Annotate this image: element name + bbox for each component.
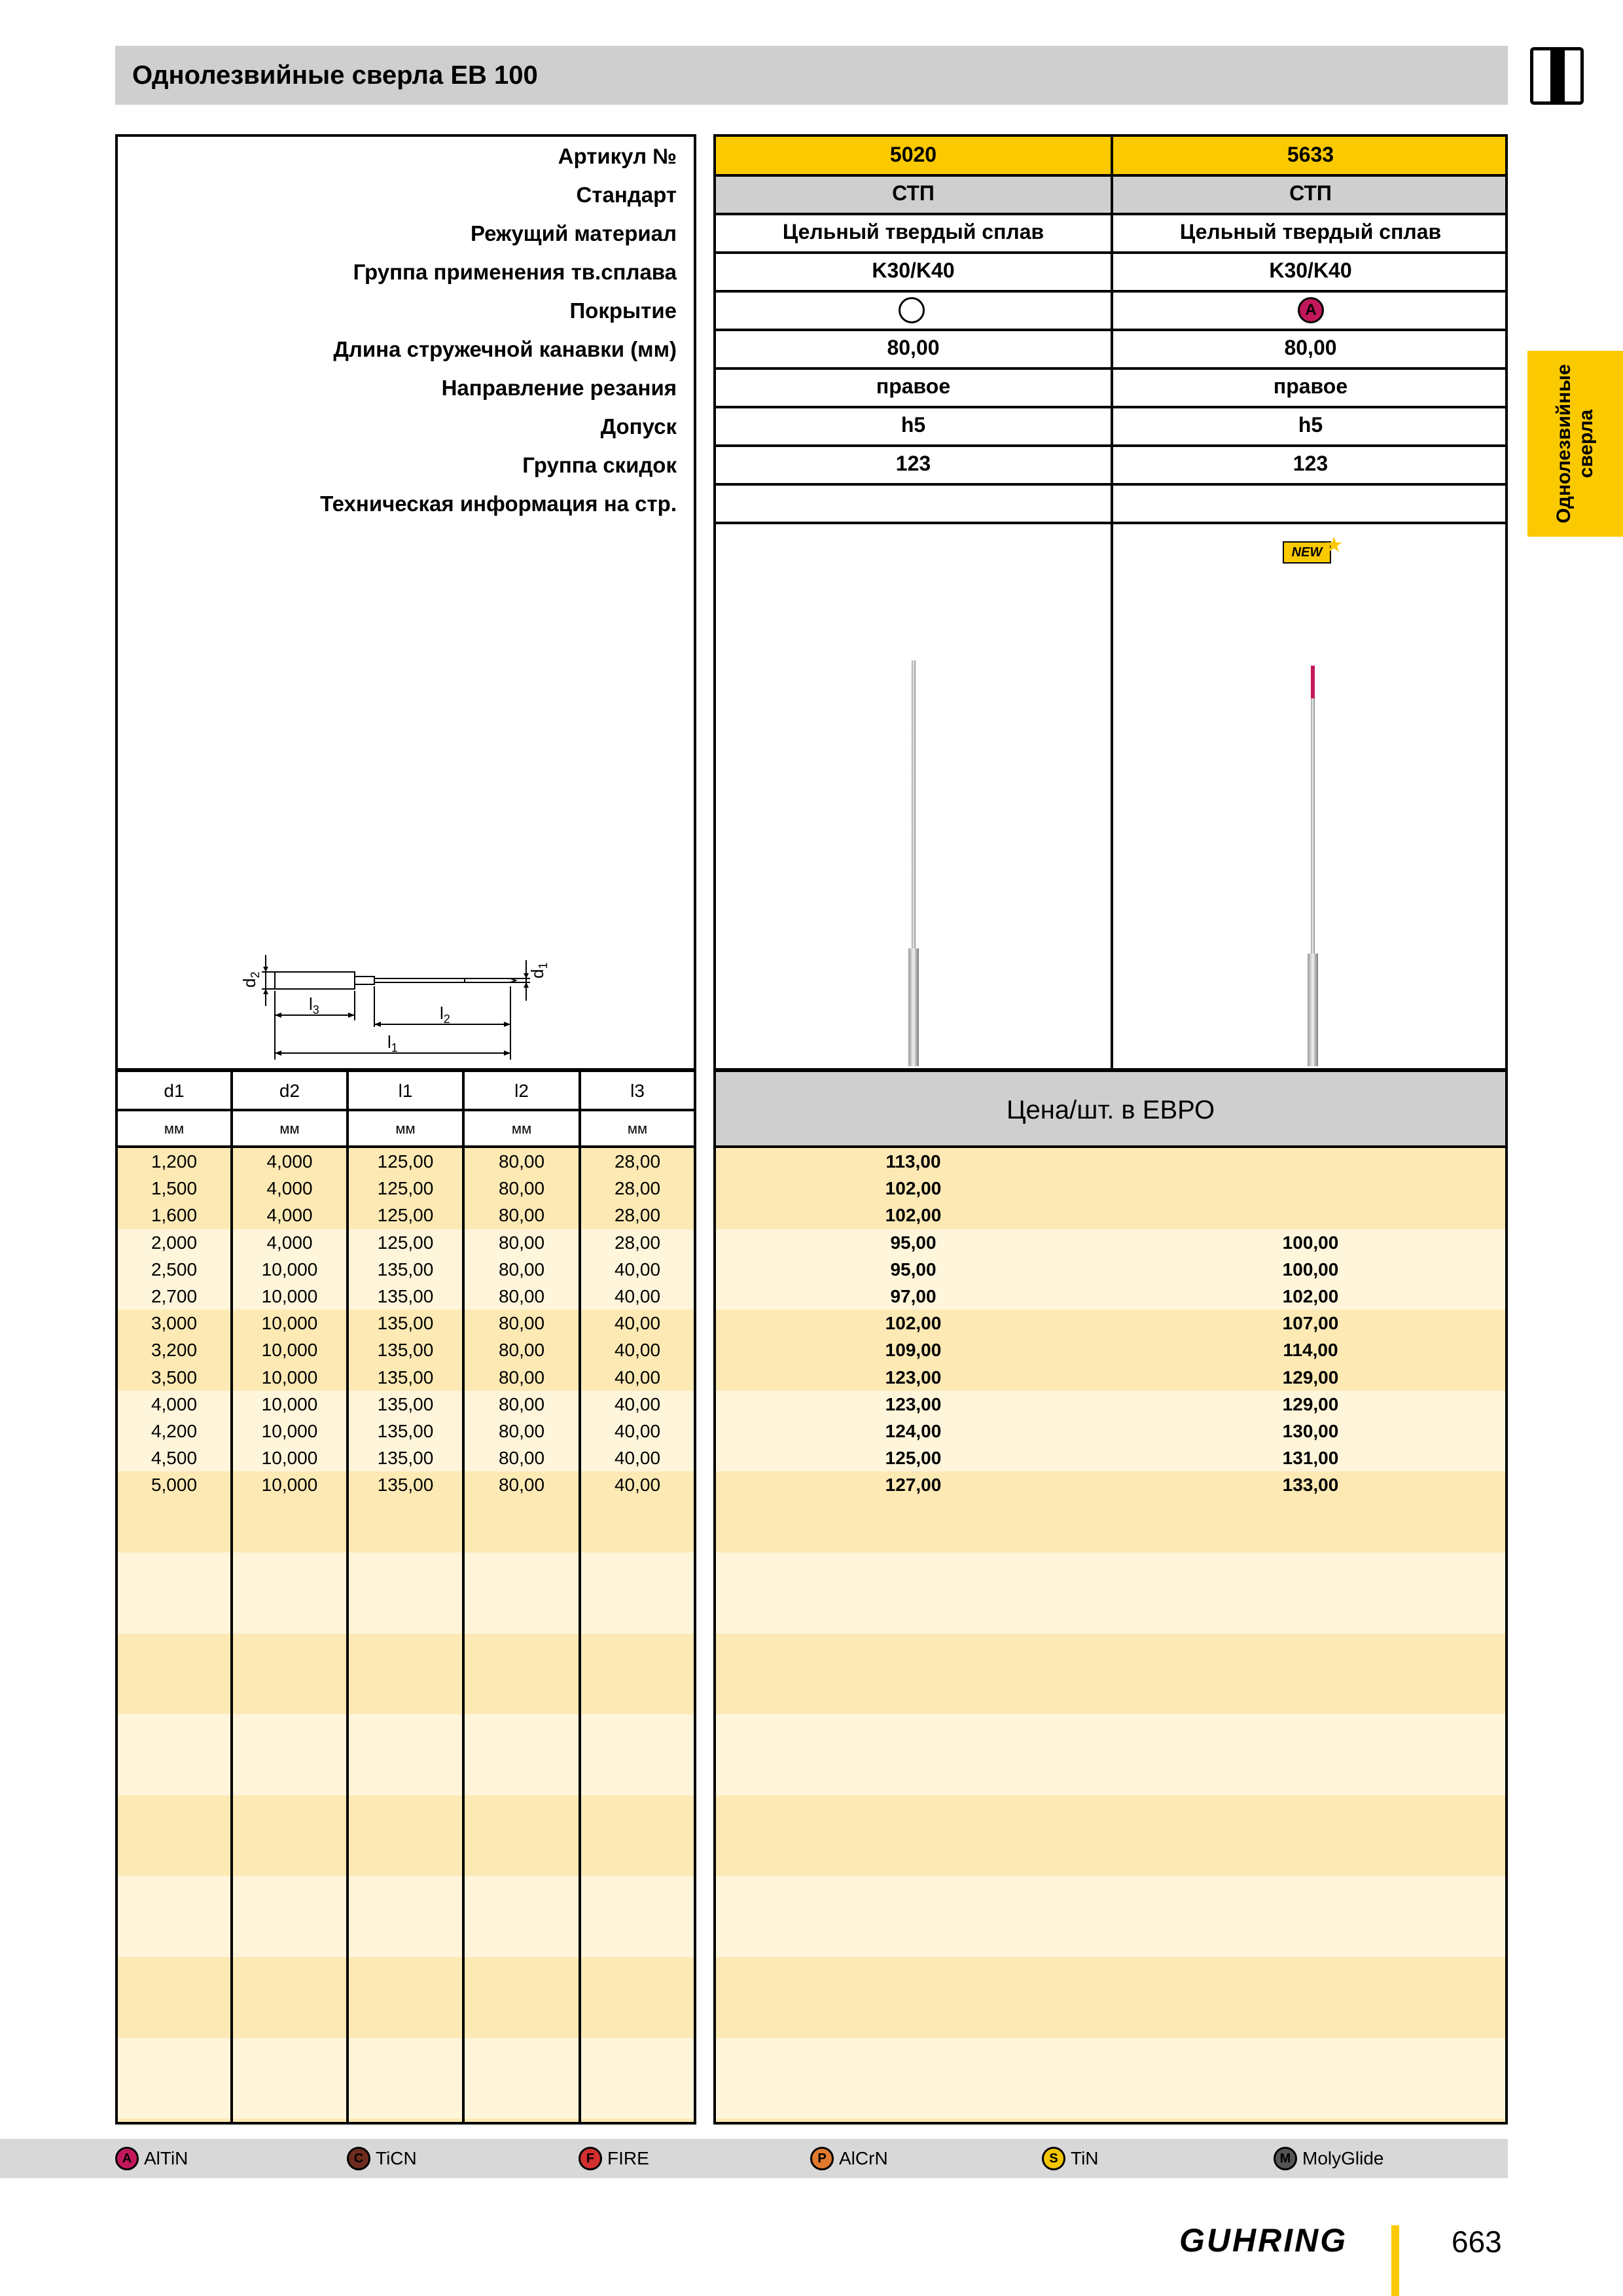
row-band	[716, 1634, 1505, 1715]
price-cell-5020: 127,00	[885, 1475, 942, 1496]
cell-l1: 135,00	[377, 1367, 434, 1388]
cell-l1: 135,00	[377, 1259, 434, 1280]
product-1-discount: 123	[895, 452, 931, 475]
row-band	[118, 1957, 694, 2038]
price-cell-5020: 102,00	[885, 1313, 942, 1334]
cell-d2: 4,000	[266, 1151, 313, 1172]
product-2-tolerance: h5	[1298, 413, 1323, 437]
price-cell-5633: 114,00	[1283, 1340, 1338, 1361]
cell-d2: 10,000	[261, 1286, 318, 1306]
cell-l3: 40,00	[614, 1259, 661, 1280]
label-d2: d	[240, 978, 259, 988]
cell-l2: 80,00	[498, 1475, 545, 1496]
cell-d2: 10,000	[261, 1421, 318, 1441]
cell-l1: 125,00	[377, 1151, 434, 1172]
cell-l3: 40,00	[614, 1448, 661, 1469]
row-band	[716, 2119, 1505, 2122]
cell-l2: 80,00	[498, 1367, 545, 1388]
cell-l1: 135,00	[377, 1448, 434, 1469]
cell-l2: 80,00	[498, 1178, 545, 1199]
coating-fire-icon: F	[579, 2147, 602, 2170]
book-icon	[1530, 47, 1584, 105]
header-d2: d2	[279, 1081, 300, 1101]
row-band	[716, 1957, 1505, 2038]
legend-item-altin	[115, 2145, 188, 2172]
coating-ticn-icon: C	[347, 2147, 370, 2170]
label-l3: l	[309, 994, 313, 1014]
row-band	[716, 2038, 1505, 2119]
cell-d1: 4,000	[151, 1393, 198, 1414]
cell-d2: 10,000	[261, 1340, 318, 1361]
price-cell-5020: 109,00	[885, 1340, 942, 1361]
product-2-material: Цельный твердый сплав	[1179, 220, 1442, 243]
legend-label: AlCrN	[839, 2148, 888, 2168]
cell-l1: 125,00	[377, 1178, 434, 1199]
product-2-standard: СТП	[1289, 181, 1332, 205]
cell-d2: 4,000	[266, 1205, 313, 1226]
legend-item-fire	[579, 2145, 649, 2172]
cell-l3: 40,00	[614, 1421, 661, 1441]
cell-l3: 40,00	[614, 1367, 661, 1388]
price-cell-5633: 107,00	[1282, 1313, 1339, 1334]
header-l1: l1	[398, 1081, 413, 1101]
cell-l2: 80,00	[498, 1313, 545, 1334]
coating-legend	[0, 2139, 1508, 2178]
header-d1: d1	[164, 1081, 185, 1101]
page-title: Однолезвийные сверла EB 100	[132, 61, 538, 90]
cell-l3: 28,00	[614, 1232, 661, 1253]
new-badge: NEW	[1283, 541, 1331, 564]
legend-label: AlTiN	[144, 2148, 188, 2168]
label-tech-info: Техническая информация на стр.	[320, 492, 677, 516]
price-cell-5020: 95,00	[890, 1232, 936, 1253]
cell-l2: 80,00	[498, 1340, 545, 1361]
cell-d1: 3,000	[151, 1313, 198, 1334]
cell-l2: 80,00	[498, 1259, 545, 1280]
label-l2: l	[440, 1003, 444, 1023]
cell-l1: 125,00	[377, 1232, 434, 1253]
unit-d2: мм	[279, 1121, 300, 1137]
label-direction: Направление резания	[441, 376, 677, 400]
cell-d2: 10,000	[261, 1393, 318, 1414]
row-band	[716, 1795, 1505, 1876]
price-cell-5633: 133,00	[1282, 1475, 1339, 1496]
label-material: Режущий материал	[470, 221, 677, 245]
cell-d1: 1,600	[151, 1205, 198, 1226]
coating-molyglide-icon: M	[1274, 2147, 1297, 2170]
row-band	[118, 2038, 694, 2119]
price-cell-5633: 100,00	[1282, 1259, 1339, 1280]
price-cell-5020: 97,00	[890, 1286, 936, 1306]
svg-text:l3: $l_3$	[309, 994, 319, 1016]
price-cell-5020: 102,00	[885, 1205, 942, 1226]
cell-d1: 1,200	[151, 1151, 198, 1172]
price-cell-5020: 123,00	[885, 1367, 942, 1388]
cell-d1: 3,500	[151, 1367, 198, 1388]
cell-l2: 80,00	[498, 1151, 545, 1172]
legend-label: FIRE	[607, 2148, 649, 2168]
brand-logo: GUHRING	[1179, 2222, 1348, 2259]
price-header: Цена/шт. в ЕВРО	[716, 1072, 1505, 1148]
product-1-direction: правое	[876, 374, 951, 398]
cell-l1: 135,00	[377, 1313, 434, 1334]
row-band	[716, 1714, 1505, 1795]
unit-d1: мм	[164, 1121, 185, 1137]
price-cell-5633: 100,00	[1282, 1232, 1339, 1253]
product-2-discount: 123	[1293, 452, 1329, 475]
cell-l3: 28,00	[614, 1151, 661, 1172]
unit-l2: мм	[511, 1121, 532, 1137]
label-grade: Группа применения тв.сплава	[353, 260, 677, 284]
row-band	[118, 2119, 694, 2122]
cell-l3: 28,00	[614, 1205, 661, 1226]
cell-l1: 135,00	[377, 1475, 434, 1496]
row-band	[716, 1876, 1505, 1957]
price-cell-5020: 102,00	[885, 1178, 942, 1199]
dimensions-table	[115, 1069, 696, 2125]
unit-l3: мм	[627, 1121, 648, 1137]
legend-item-molyglide	[1274, 2145, 1383, 2172]
price-cell-5020: 124,00	[885, 1421, 942, 1441]
price-cell-5633: 102,00	[1282, 1286, 1339, 1306]
cell-d2: 10,000	[261, 1475, 318, 1496]
svg-text:l2: $l_2$	[440, 1003, 450, 1026]
cell-d1: 3,200	[151, 1340, 198, 1361]
side-tab[interactable]	[1527, 351, 1623, 537]
row-band	[118, 1714, 694, 1795]
cell-l2: 80,00	[498, 1286, 545, 1306]
coating-tin-icon: S	[1042, 2147, 1065, 2170]
label-coating: Покрытие	[569, 298, 677, 323]
cell-d2: 4,000	[266, 1232, 313, 1253]
coating-alcrn-icon: P	[810, 2147, 834, 2170]
row-band	[118, 1876, 694, 1957]
price-table	[713, 1069, 1508, 2125]
cell-l3: 40,00	[614, 1340, 661, 1361]
header-l2: l2	[514, 1081, 529, 1101]
product-1-grade: K30/K40	[872, 259, 955, 282]
legend-label: MolyGlide	[1302, 2148, 1384, 2168]
cell-l2: 80,00	[498, 1232, 545, 1253]
price-cell-5020: 95,00	[890, 1259, 936, 1280]
coating-altin-icon: A	[115, 2147, 139, 2170]
drill-dimension-diagram	[203, 929, 648, 1060]
product-1-tolerance: h5	[901, 413, 926, 437]
row-band	[118, 1634, 694, 1715]
label-flute-length: Длина стружечной канавки (мм)	[333, 337, 677, 361]
legend-item-ticn	[347, 2145, 417, 2172]
price-cell-5633: 131,00	[1282, 1448, 1339, 1469]
spec-labels-panel	[115, 134, 696, 1071]
cell-d2: 4,000	[266, 1178, 313, 1199]
cell-l2: 80,00	[498, 1393, 545, 1414]
price-cell-5020: 113,00	[885, 1151, 941, 1172]
price-cell-5633: 129,00	[1282, 1367, 1339, 1388]
legend-item-tin	[1042, 2145, 1099, 2172]
cell-d1: 2,000	[151, 1232, 198, 1253]
product-1-material: Цельный твердый сплав	[782, 220, 1044, 243]
cell-l3: 40,00	[614, 1286, 661, 1306]
unit-l1: мм	[395, 1121, 416, 1137]
footer-separator	[1391, 2225, 1399, 2296]
row-band	[118, 1795, 694, 1876]
product-1-article: 5020	[889, 143, 937, 166]
cell-d2: 10,000	[261, 1313, 318, 1334]
label-d1: d	[527, 969, 547, 978]
page-number: 663	[1452, 2225, 1502, 2259]
label-article: Артикул №	[558, 144, 677, 168]
cell-d1: 5,000	[151, 1475, 198, 1496]
price-cell-5633: 130,00	[1282, 1421, 1339, 1441]
label-discount: Группа скидок	[522, 453, 677, 477]
product-2-flute-length: 80,00	[1284, 336, 1337, 359]
cell-l3: 40,00	[614, 1313, 661, 1334]
svg-text:l1: $l_1$	[387, 1032, 398, 1054]
cell-d1: 4,200	[151, 1421, 198, 1441]
price-cell-5020: 123,00	[885, 1393, 942, 1414]
cell-l1: 135,00	[377, 1421, 434, 1441]
cell-l1: 135,00	[377, 1286, 434, 1306]
drill-image-5020	[906, 660, 921, 1066]
price-cell-5633: 129,00	[1282, 1393, 1339, 1414]
product-2-direction: правое	[1273, 374, 1348, 398]
cell-l2: 80,00	[498, 1205, 545, 1226]
drill-image-5633	[1305, 666, 1321, 1066]
cell-l1: 135,00	[377, 1340, 434, 1361]
cell-l1: 135,00	[377, 1393, 434, 1414]
cell-d2: 10,000	[261, 1448, 318, 1469]
header-l3: l3	[630, 1081, 645, 1101]
cell-l1: 125,00	[377, 1205, 434, 1226]
side-tab-label: Однолезвийные сверла	[1553, 364, 1597, 524]
cell-d1: 2,700	[151, 1286, 198, 1306]
cell-d1: 2,500	[151, 1259, 198, 1280]
spec-values-panel	[713, 134, 1508, 1071]
cell-l3: 40,00	[614, 1393, 661, 1414]
altin-coating-icon: A	[1298, 297, 1324, 323]
cell-l2: 80,00	[498, 1421, 545, 1441]
product-2-article: 5633	[1287, 143, 1334, 166]
svg-text:d2: $d_2$	[240, 971, 262, 988]
row-band	[716, 1552, 1505, 1634]
svg-text:d1: $d_1$	[527, 962, 550, 978]
legend-item-alcrn	[810, 2145, 888, 2172]
row-band	[118, 1552, 694, 1634]
legend-label: TiCN	[376, 2148, 417, 2168]
label-standard: Стандарт	[576, 183, 677, 207]
cell-d1: 1,500	[151, 1178, 198, 1199]
cell-d2: 10,000	[261, 1259, 318, 1280]
product-1-flute-length: 80,00	[887, 336, 940, 359]
cell-l3: 28,00	[614, 1178, 661, 1199]
cell-l3: 40,00	[614, 1475, 661, 1496]
price-cell-5020: 125,00	[885, 1448, 942, 1469]
star-icon: ★	[1325, 533, 1344, 556]
legend-label: TiN	[1071, 2148, 1099, 2168]
cell-d1: 4,500	[151, 1448, 198, 1469]
cell-d2: 10,000	[261, 1367, 318, 1388]
cell-l2: 80,00	[498, 1448, 545, 1469]
product-1-standard: СТП	[892, 181, 935, 205]
label-l1: l	[387, 1032, 391, 1052]
product-2-grade: K30/K40	[1269, 259, 1352, 282]
title-bar	[115, 46, 1508, 105]
label-tolerance: Допуск	[600, 414, 677, 439]
uncoated-icon	[899, 297, 925, 323]
